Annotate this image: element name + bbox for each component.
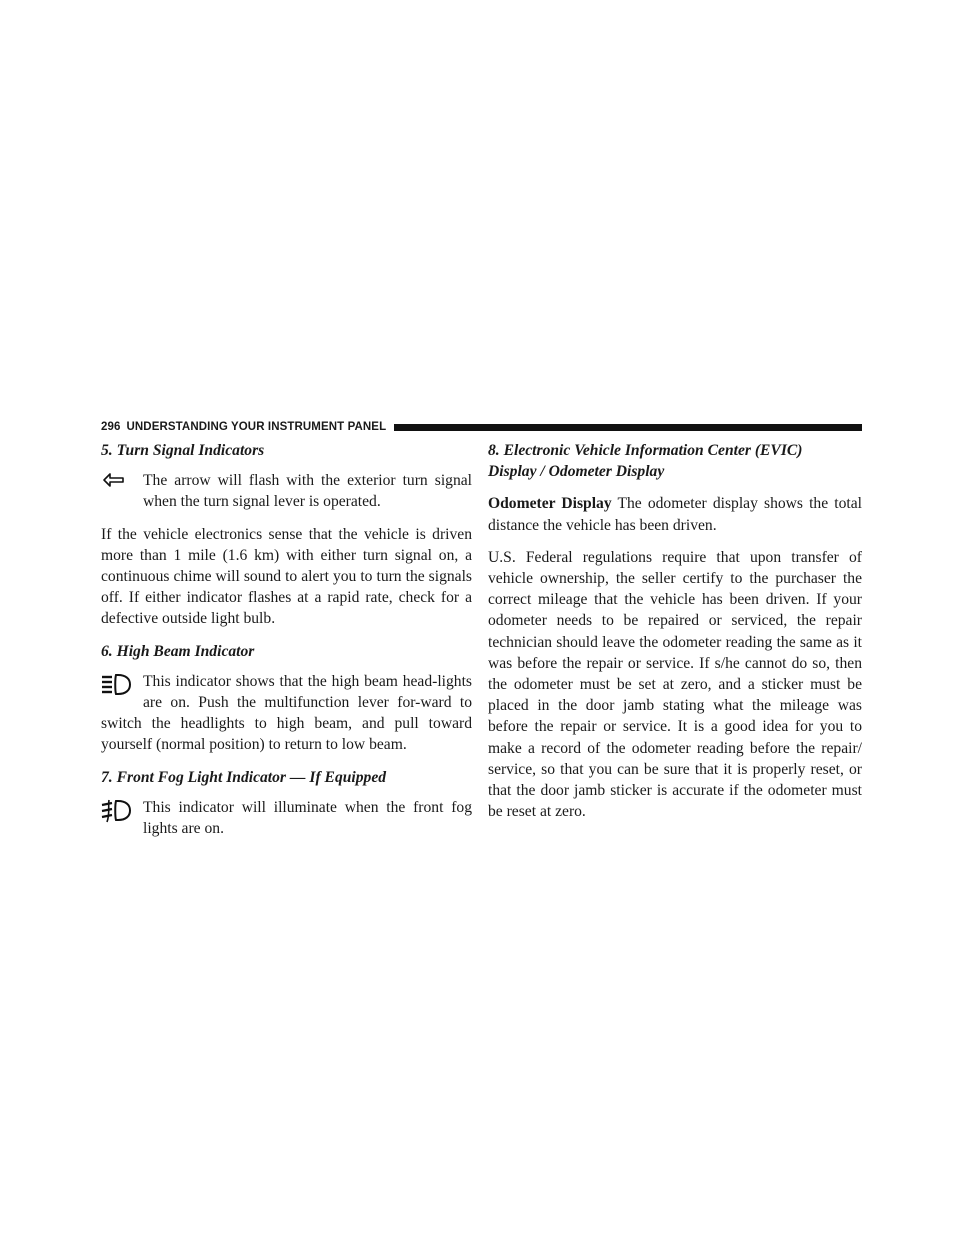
turn-signal-indicator-block	[101, 470, 472, 512]
evic-heading-line1: 8. Electronic Vehicle Information Center (EVIC)	[488, 442, 803, 459]
page-header	[101, 419, 862, 435]
odometer-text: The odometer display shows the total distance the vehicle has been driven.	[488, 495, 862, 534]
odometer-regulations: U.S. Federal regulations require that upon transfer of vehicle ownership, the seller certify to the purchaser the correct mileage that the vehicle has been driven. If your odometer needs to be repaired or serviced, the repair technician should leave the odometer reading the same as it was before the repair or service. If s/he cannot do so, then the odometer must be set at zero, and a sticker must be placed in the door jamb stating what the mileage was before the repair or service. It is a good idea for you to make a record of the odometer reading before the repair/ service, so that you can be sure that it is properly reset, or that the door jamb sticker is accurate if the odometer must be reset at zero.	[488, 548, 862, 821]
right-column	[488, 440, 862, 822]
fog-light-indicator-block	[101, 797, 472, 839]
turn-signal-icon-text: The arrow will flash with the exterior turn signal when the turn signal lever is operated.	[143, 472, 472, 511]
odometer-paragraph	[488, 493, 862, 535]
high-beam-heading: 6. High Beam Indicator	[101, 642, 255, 660]
high-beam-body: This indicator shows that the high beam head-lights are on. Push the multifunction lever for-ward to switch the headlights to high beam, and pull toward yourself (normal position) to return to low beam.	[101, 672, 472, 754]
high-beam-block	[101, 671, 472, 756]
header-rule	[394, 424, 862, 431]
high-beam-icon	[101, 673, 133, 697]
fog-light-icon-text: This indicator will illuminate when the front fog lights are on.	[143, 798, 472, 838]
section-title: UNDERSTANDING YOUR INSTRUMENT PANEL	[126, 421, 387, 433]
turn-signal-arrow-icon	[101, 472, 133, 496]
odometer-label: Odometer Display	[488, 495, 612, 513]
turn-signal-body: If the vehicle electronics sense that the vehicle is driven more than 1 mile (1.6 km) with either turn signal on, a continuous chime will sound to alert you to turn the signals off. If either indicator flashes at a rapid rate, check for a defective outside light bulb.	[101, 525, 472, 628]
evic-heading-line2: Display / Odometer Display	[488, 463, 665, 481]
page-number: 296	[101, 421, 121, 433]
fog-light-heading: 7. Front Fog Light Indicator — If Equipped	[101, 768, 387, 786]
left-column	[101, 440, 472, 839]
turn-signal-heading: 5. Turn Signal Indicators	[101, 442, 265, 459]
front-fog-light-icon	[101, 799, 133, 823]
